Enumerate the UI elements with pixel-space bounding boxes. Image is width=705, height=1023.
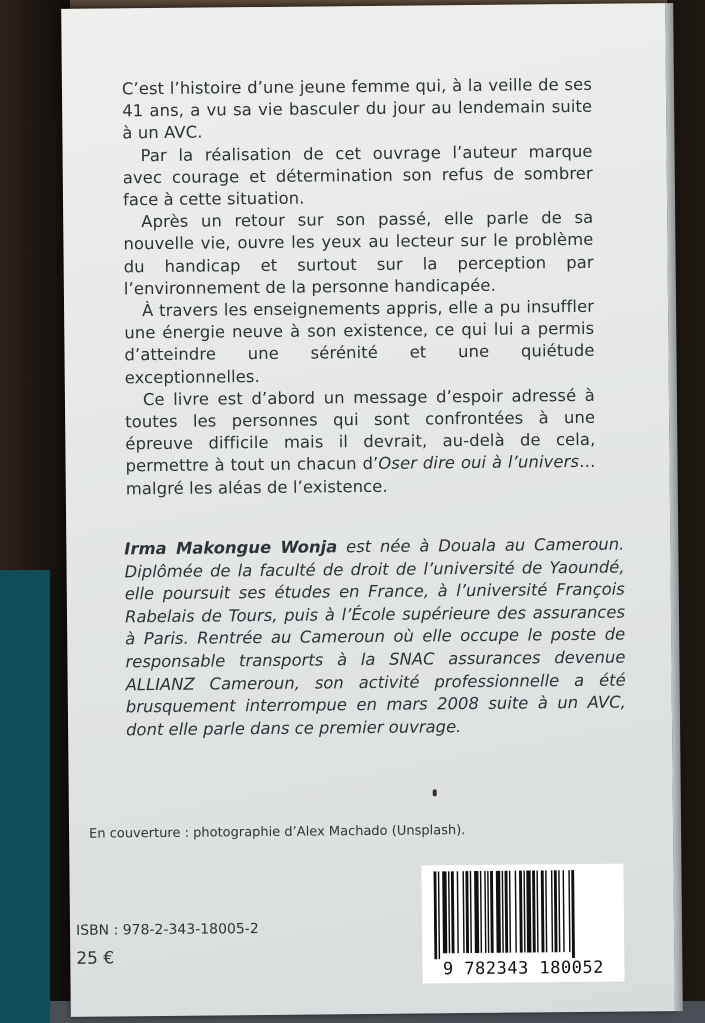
blurb-paragraph-2: Par la réalisation de cet ouvrage l’auteur marque avec courage et détermination son refus de sombrer face à cette situation. <box>122 141 593 210</box>
author-biography <box>124 534 626 742</box>
barcode-number: 9 782343 180052 <box>442 957 605 980</box>
cover-photo-credit: En couverture : photographie d’Alex Machado (Unsplash). <box>89 823 466 842</box>
front-cover-spine-strip <box>0 570 50 1023</box>
book-blurb <box>122 74 596 500</box>
book-price: 25 € <box>76 948 115 969</box>
blurb-text: Ce livre est d’abord un message d’espoir adressé à toutes les personnes qui sont confrontées à une épreuve difficile mais il devrait, au-delà de cela, permettre à tout un chacun d’ <box>125 385 596 476</box>
author-bio-paragraph <box>124 534 626 742</box>
barcode <box>421 864 624 984</box>
blurb-paragraph-3: Après un retour sur son passé, elle parle de sa nouvelle vie, ouvre les yeux au lecteur sur le problème du handicap et surtout sur la perception par l’environnement de la personne handicapée. <box>123 208 594 299</box>
blurb-paragraph-5 <box>125 385 596 501</box>
blurb-paragraph-1: C’est l’histoire d’une jeune femme qui, à la veille de ses 41 ans, a vu sa vie basculer du jour au lendemain suite à un AVC. <box>121 74 593 143</box>
barcode-bars-graphic <box>433 870 616 960</box>
book-title-italic: Oser dire oui à l’univers <box>378 452 580 474</box>
author-bio-text: est née à Douala au Cameroun. Diplômée de la faculté de droit de l’université de Yaoundé, elle poursuit ses études en France, à l’université François Rabelais de Tours, puis à l’École supérieure des assurances à Paris. Rentrée au Cameroun où elle occupe le poste de responsable transports à la SNAC assurances devenue ALLIANZ Cameroun, son activité professionnelle a été brusquement interrompue en mars 2008 suite à un AVC, dont elle parle dans ce premier ouvrage. <box>124 534 626 740</box>
blurb-text-end: … malgré les aléas de l’existence. <box>125 452 596 498</box>
author-name: Irma Makongue Wonja <box>124 537 338 559</box>
isbn-number: ISBN : 978-2-343-18005-2 <box>75 921 259 939</box>
book-back-cover <box>61 3 675 1017</box>
blurb-paragraph-4: À travers les enseignements appris, elle a pu insuffler une énergie neuve à son existence, ce qui lui a permis d’atteindre une sérénité et une quiétude exceptionnelles. <box>124 296 595 387</box>
dust-speck <box>433 789 437 796</box>
